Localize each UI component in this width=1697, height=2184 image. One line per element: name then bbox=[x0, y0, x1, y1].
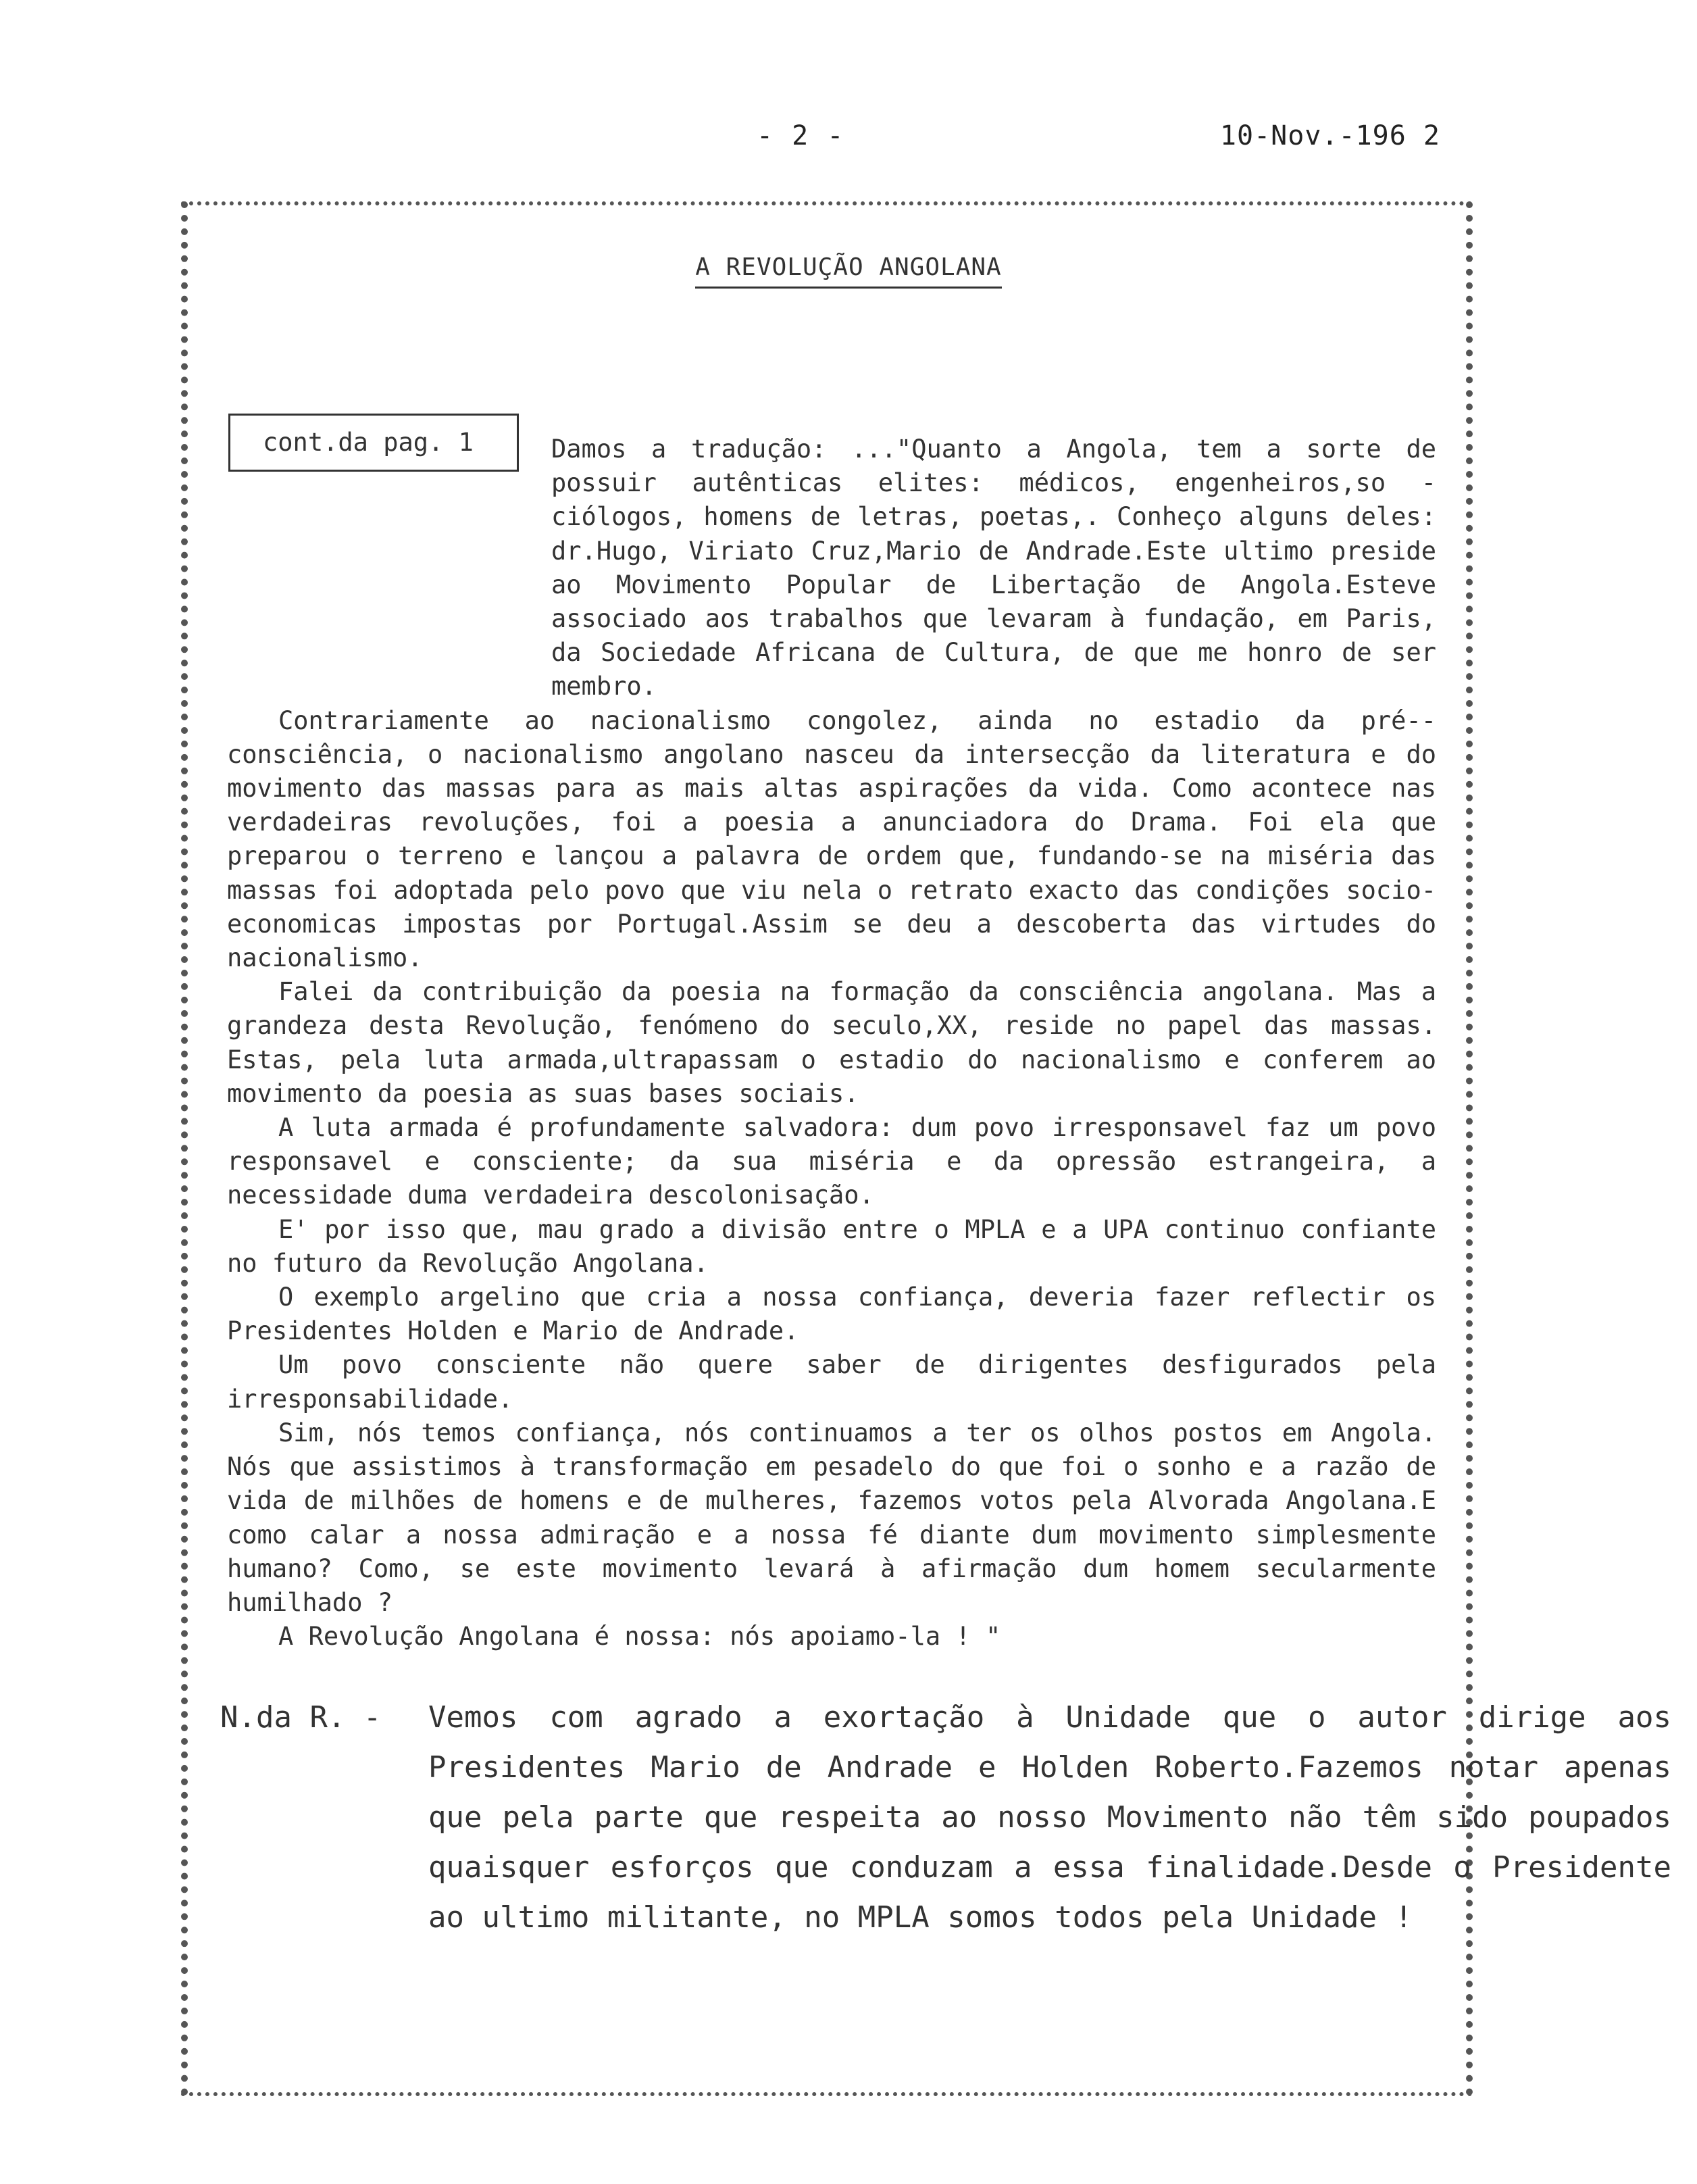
article-paragraph-1 bbox=[227, 432, 1436, 704]
article-paragraph-7: Um povo consciente não quere saber de dirigentes desfigurados pela irresponsabilidade. bbox=[227, 1350, 1436, 1414]
article-paragraph-3: Falei da contribuição da poesia na formação da consciência angolana. Mas a grandeza desta Revolução, fenómeno do seculo,XX, reside no papel das massas. Estas, pela luta armada,ultrapassam o estadio do nacionalismo e conferem ao movimento da poesia as suas bases sociais. bbox=[227, 977, 1436, 1108]
article-paragraph-9: A Revolução Angolana é nossa: nós apoiamo-la ! " bbox=[278, 1622, 1001, 1652]
paragraph-1-continuation: ciólogos, homens de letras, poetas,. Conheço alguns deles: dr.Hugo, Viriato Cruz,Mario de Andrade.Este ultimo preside ao Movimento Popular de Libertação de Angola.Esteve associado aos trabalhos que levaram à fundação, em Paris, da Sociedade Africana de Cultura, de que me honro de ser membro. bbox=[551, 502, 1436, 701]
article-paragraph-4: A luta armada é profundamente salvadora: dum povo irresponsavel faz um povo responsavel e consciente; da sua miséria e da opressão estrangeira, a necessidade duma verdadeira descolonisação. bbox=[227, 1113, 1436, 1210]
paragraph-1-lead: Damos a tradução: ..."Quanto a Angola, tem a sorte de possuir autênticas elites: médicos, engenheiros,so - bbox=[551, 435, 1436, 498]
document-date: 10-Nov.-196 2 bbox=[1219, 120, 1440, 151]
article-paragraph-8: Sim, nós temos confiança, nós continuamos a ter os olhos postos em Angola. Nós que assistimos à transformação em pesadelo do que foi o sonho e a razão de vida de milhões de homens e de mulheres, fazemos votos pela Alvorada Angolana.E como calar a nossa admiração e a nossa fé diante dum movimento simplesmente humano? Como, se este movimento levará à afirmação dum homem secularmente humilhado ? bbox=[227, 1418, 1436, 1617]
article-body bbox=[227, 432, 1436, 1654]
article-title-text: A REVOLUÇÃO ANGOLANA bbox=[695, 253, 1001, 289]
article-paragraph-2: Contrariamente ao nacionalismo congolez, ainda no estadio da pré--consciência, o nacionalismo angolano nasceu da intersecção da literatura e do movimento das massas para as mais altas aspirações da vida. Como acontece nas verdadeiras revoluções, foi a poesia a anunciadora do Drama. Foi ela que preparou o terreno e lançou a palavra de ordem que, fundando-se na miséria das massas foi adoptada pelo povo que viu nela o retrato exacto das condições socio-economicas impostas por Portugal.Assim se deu a descoberta das virtudes do nacionalismo. bbox=[227, 705, 1436, 973]
page-number: - 2 - bbox=[757, 120, 845, 151]
article-title bbox=[0, 253, 1697, 281]
continuation-box: cont.da pag. 1 bbox=[228, 414, 519, 472]
article-paragraph-5: E' por isso que, mau grado a divisão entre o MPLA e a UPA continuo confiante no futuro da Revolução Angolana. bbox=[227, 1214, 1436, 1278]
editor-note-label: N.da R. - bbox=[220, 1700, 382, 1735]
editor-note-text: Vemos com agrado a exortação à Unidade que o autor dirige aos Presidentes Mario de Andrade e Holden Roberto.Fazemos notar apenas que pela parte que respeita ao nosso Movimento não têm sido poupados quaisquer esforços que conduzam a essa finalidade.Desde o Presidente ao ultimo militante, no MPLA somos todos pela Unidade ! bbox=[428, 1700, 1671, 1935]
article-paragraph-6: O exemplo argelino que cria a nossa confiança, deveria fazer reflectir os Presidentes Holden e Mario de Andrade. bbox=[227, 1283, 1436, 1346]
